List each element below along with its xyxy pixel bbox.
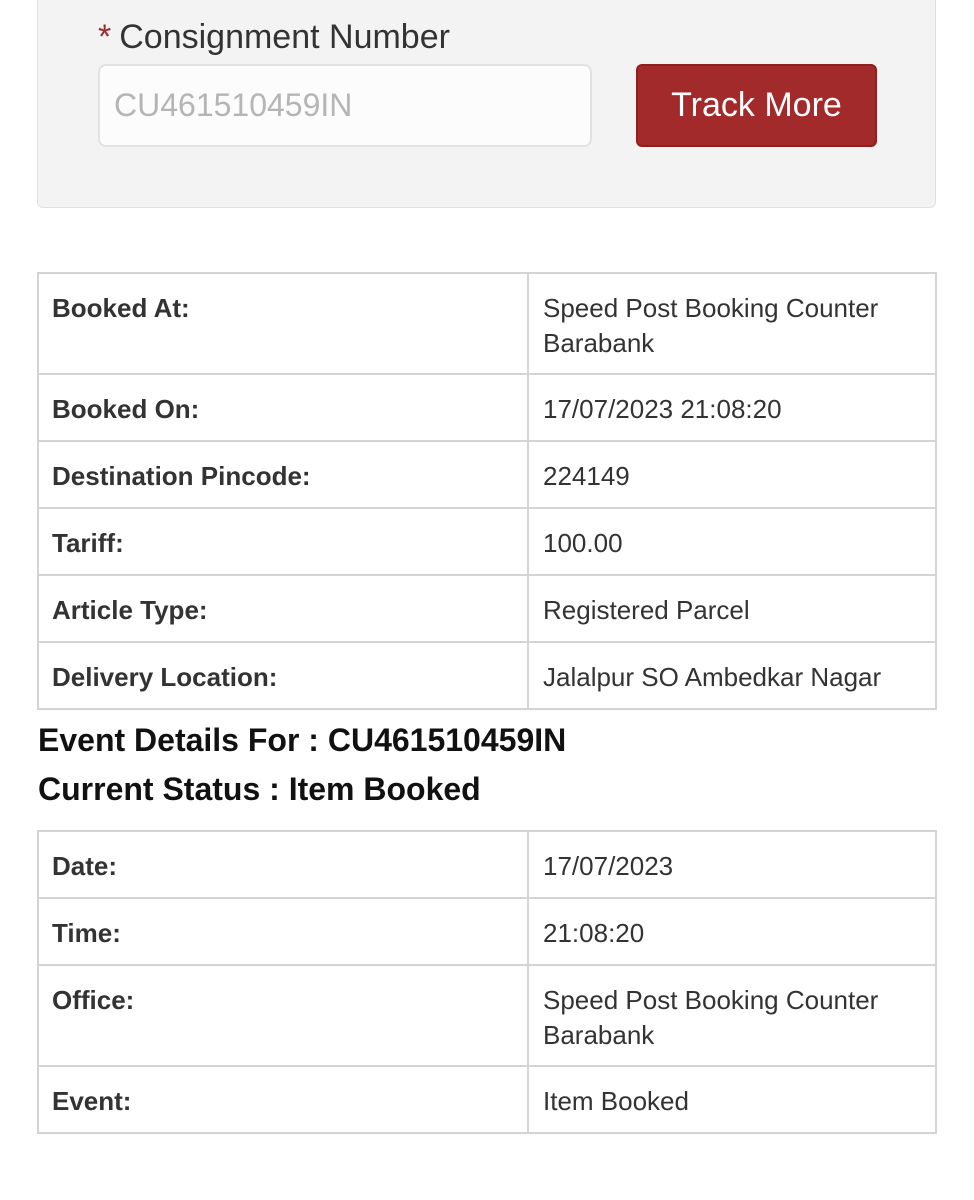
table-row (38, 642, 936, 709)
event-office-value-line2: Barabank (543, 1020, 655, 1050)
current-status-heading: Current Status : Item Booked (38, 771, 481, 807)
delivery-location-value: Jalalpur SO Ambedkar Nagar (528, 642, 936, 709)
event-time-label: Time: (38, 898, 528, 965)
article-type-value: Registered Parcel (528, 575, 936, 642)
booked-on-label: Booked On: (38, 374, 528, 441)
table-row (38, 273, 936, 374)
table-row (38, 898, 936, 965)
event-name-value: Item Booked (528, 1066, 936, 1133)
table-row (38, 831, 936, 898)
consignment-label (98, 18, 450, 57)
event-office-label: Office: (38, 965, 528, 1066)
article-type-label: Article Type: (38, 575, 528, 642)
booking-details-table (37, 272, 937, 710)
required-marker: * (98, 18, 112, 56)
event-details-table (37, 830, 937, 1134)
delivery-location-label: Delivery Location: (38, 642, 528, 709)
track-more-button[interactable]: Track More (636, 64, 877, 147)
table-row (38, 374, 936, 441)
booked-on-value: 17/07/2023 21:08:20 (528, 374, 936, 441)
booked-at-label: Booked At: (38, 273, 528, 374)
tariff-label: Tariff: (38, 508, 528, 575)
event-date-label: Date: (38, 831, 528, 898)
table-row (38, 965, 936, 1066)
booked-at-value (528, 273, 936, 374)
table-row (38, 508, 936, 575)
event-office-value-line1: Speed Post Booking Counter (543, 985, 879, 1015)
destination-pincode-value: 224149 (528, 441, 936, 508)
event-time-value: 21:08:20 (528, 898, 936, 965)
consignment-label-text: Consignment Number (119, 18, 450, 56)
consignment-input[interactable] (98, 64, 592, 147)
tariff-value: 100.00 (528, 508, 936, 575)
event-office-value (528, 965, 936, 1066)
table-row (38, 1066, 936, 1133)
event-date-value: 17/07/2023 (528, 831, 936, 898)
event-name-label: Event: (38, 1066, 528, 1133)
table-row (38, 441, 936, 508)
event-details-heading: Event Details For : CU461510459IN (38, 722, 567, 758)
booked-at-value-line2: Barabank (543, 328, 655, 358)
table-row (38, 575, 936, 642)
destination-pincode-label: Destination Pincode: (38, 441, 528, 508)
booked-at-value-line1: Speed Post Booking Counter (543, 293, 879, 323)
